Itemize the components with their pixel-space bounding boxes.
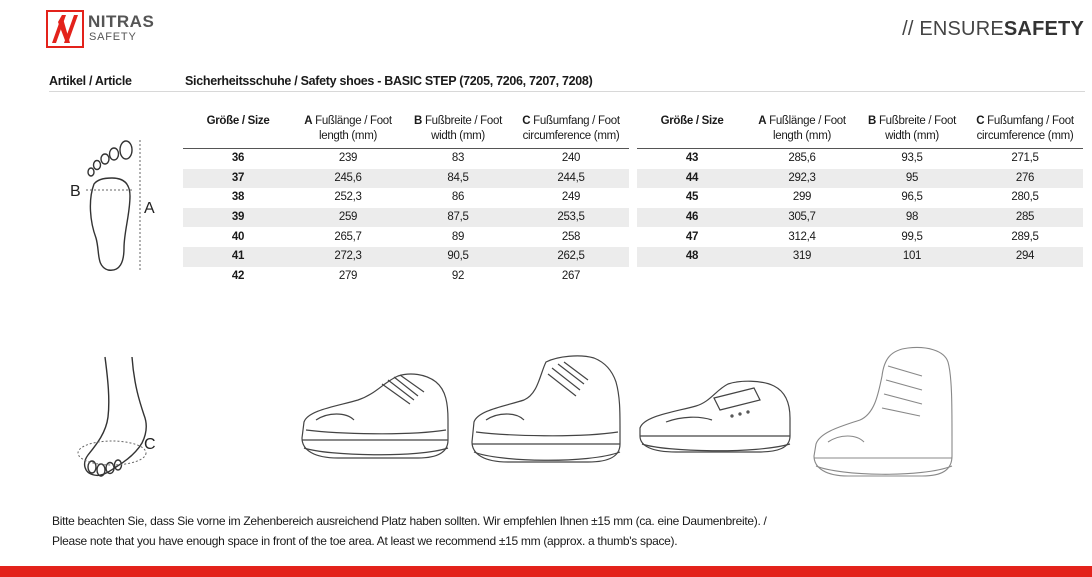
cell-size: 38 xyxy=(231,191,245,204)
header-b-unit: width (mm) xyxy=(431,130,485,142)
cell-size: 46 xyxy=(637,208,747,228)
cell-a: 305,7 xyxy=(747,208,857,228)
foot-sole-diagram xyxy=(68,138,160,274)
cell-size: 42 xyxy=(231,269,245,282)
cell-size: 40 xyxy=(231,230,245,243)
cell-c: 267 xyxy=(561,269,581,282)
foot-side-diagram xyxy=(70,355,165,485)
cell-a: 245,6 xyxy=(293,169,403,189)
slogan-prefix: // ENSURE xyxy=(902,18,1004,40)
cell-size: 47 xyxy=(685,230,699,243)
cell-c: 240 xyxy=(561,152,581,165)
header-size: Größe / Size xyxy=(637,114,747,149)
cell-size: 36 xyxy=(231,152,245,165)
fit-note-en: Please note that you have enough space in front of the toe area. At least we recommend ±15 mm (approx. a thumb's space). xyxy=(52,534,678,548)
table-row xyxy=(183,208,629,228)
cell-size: 39 xyxy=(183,208,293,228)
fit-note-de: Bitte beachten Sie, dass Sie vorne im Zehenbereich ausreichend Platz haben sollten. Wir empfehlen Ihnen ±15 mm (ca. eine Daumenbreite). / xyxy=(52,514,767,528)
article-label: Artikel / Article xyxy=(49,74,132,88)
cell-size: 37 xyxy=(183,169,293,189)
header-b xyxy=(857,114,967,149)
shoe-mid-icon xyxy=(468,352,630,470)
table-header-row xyxy=(637,114,1083,149)
slogan-bold: SAFETY xyxy=(1003,18,1084,40)
shoe-low-icon xyxy=(298,360,458,468)
cell-c: 271,5 xyxy=(1011,152,1039,165)
cell-b: 92 xyxy=(451,269,465,282)
header-b-unit: width (mm) xyxy=(885,130,939,142)
cell-c: 289,5 xyxy=(1011,230,1039,243)
table-row xyxy=(183,188,629,208)
header-a xyxy=(747,114,857,149)
table-row xyxy=(183,169,629,189)
header-c-letter: C xyxy=(976,115,985,127)
table-row xyxy=(183,247,629,267)
header-a-letter: A xyxy=(304,115,313,127)
cell-b: 99,5 xyxy=(901,230,923,243)
size-table-left xyxy=(183,114,629,286)
cell-b: 93,5 xyxy=(901,152,923,165)
cell-c: 258 xyxy=(561,230,581,243)
footer-accent-bar xyxy=(0,566,1092,577)
cell-c: 276 xyxy=(967,169,1083,189)
header-c-text: Fußumfang / Foot xyxy=(533,115,620,127)
header-a-unit: length (mm) xyxy=(772,130,832,142)
table-row xyxy=(637,208,1083,228)
header-b-text: Fußbreite / Foot xyxy=(424,115,502,127)
cell-a: 259 xyxy=(293,208,403,228)
cell-b: 90,5 xyxy=(403,247,513,267)
header-c xyxy=(513,114,629,149)
header-c-unit: circumference (mm) xyxy=(522,130,620,142)
cell-c: 294 xyxy=(967,247,1083,267)
cell-size: 48 xyxy=(637,247,747,267)
cell-a: 279 xyxy=(338,269,358,282)
cell-b: 98 xyxy=(857,208,967,228)
cell-a: 319 xyxy=(747,247,857,267)
table-header-row xyxy=(183,114,629,149)
label-c: C xyxy=(144,436,156,453)
cell-b: 87,5 xyxy=(403,208,513,228)
header-c-letter: C xyxy=(522,115,531,127)
cell-size: 44 xyxy=(637,169,747,189)
nitras-logo-icon xyxy=(46,10,84,48)
label-b: B xyxy=(70,183,81,200)
table-row xyxy=(637,227,1083,247)
fit-note xyxy=(52,511,767,551)
cell-a: 272,3 xyxy=(293,247,403,267)
cell-a: 252,3 xyxy=(334,191,362,204)
header-b-letter: B xyxy=(868,115,877,127)
table-row xyxy=(183,227,629,247)
cell-c: 285 xyxy=(967,208,1083,228)
header-b-letter: B xyxy=(414,115,423,127)
table-row xyxy=(637,188,1083,208)
cell-c: 280,5 xyxy=(1011,191,1039,204)
header-a-unit: length (mm) xyxy=(318,130,378,142)
cell-b: 95 xyxy=(857,169,967,189)
cell-a: 299 xyxy=(792,191,812,204)
header-c-unit: circumference (mm) xyxy=(976,130,1074,142)
header-a-text: Fußlänge / Foot xyxy=(315,115,392,127)
cell-b: 96,5 xyxy=(901,191,923,204)
cell-a: 265,7 xyxy=(334,230,362,243)
header-a xyxy=(293,114,403,149)
cell-a: 292,3 xyxy=(747,169,857,189)
brand-logo xyxy=(46,10,156,52)
cell-c: 244,5 xyxy=(513,169,629,189)
shoe-sandal-icon xyxy=(636,372,798,460)
article-value: Sicherheitsschuhe / Safety shoes - BASIC STEP (7205, 7206, 7207, 7208) xyxy=(185,74,593,88)
cell-size: 41 xyxy=(183,247,293,267)
header-a-letter: A xyxy=(758,115,767,127)
cell-a: 312,4 xyxy=(788,230,816,243)
header-a-text: Fußlänge / Foot xyxy=(769,115,846,127)
shoe-high-boot-icon xyxy=(812,346,960,482)
cell-c: 249 xyxy=(561,191,581,204)
cell-a: 285,6 xyxy=(788,152,816,165)
cell-size: 43 xyxy=(685,152,699,165)
header-c xyxy=(967,114,1083,149)
table-row xyxy=(637,149,1083,169)
header-b xyxy=(403,114,513,149)
cell-b: 84,5 xyxy=(403,169,513,189)
header-b-text: Fußbreite / Foot xyxy=(878,115,956,127)
cell-b: 101 xyxy=(857,247,967,267)
label-a: A xyxy=(144,200,155,217)
header-c-text: Fußumfang / Foot xyxy=(987,115,1074,127)
brand-sub: SAFETY xyxy=(89,31,137,43)
cell-c: 253,5 xyxy=(513,208,629,228)
table-row xyxy=(637,169,1083,189)
divider xyxy=(49,91,1085,92)
cell-size: 45 xyxy=(685,191,699,204)
cell-b: 86 xyxy=(451,191,465,204)
cell-b: 89 xyxy=(451,230,465,243)
slogan xyxy=(902,18,1084,41)
table-row xyxy=(183,267,629,287)
size-table-right xyxy=(637,114,1083,267)
table-row xyxy=(637,247,1083,267)
cell-a: 239 xyxy=(338,152,358,165)
cell-c: 262,5 xyxy=(513,247,629,267)
table-row xyxy=(183,149,629,169)
header-size: Größe / Size xyxy=(183,114,293,149)
cell-b: 83 xyxy=(451,152,465,165)
brand-name: NITRAS xyxy=(88,12,155,31)
